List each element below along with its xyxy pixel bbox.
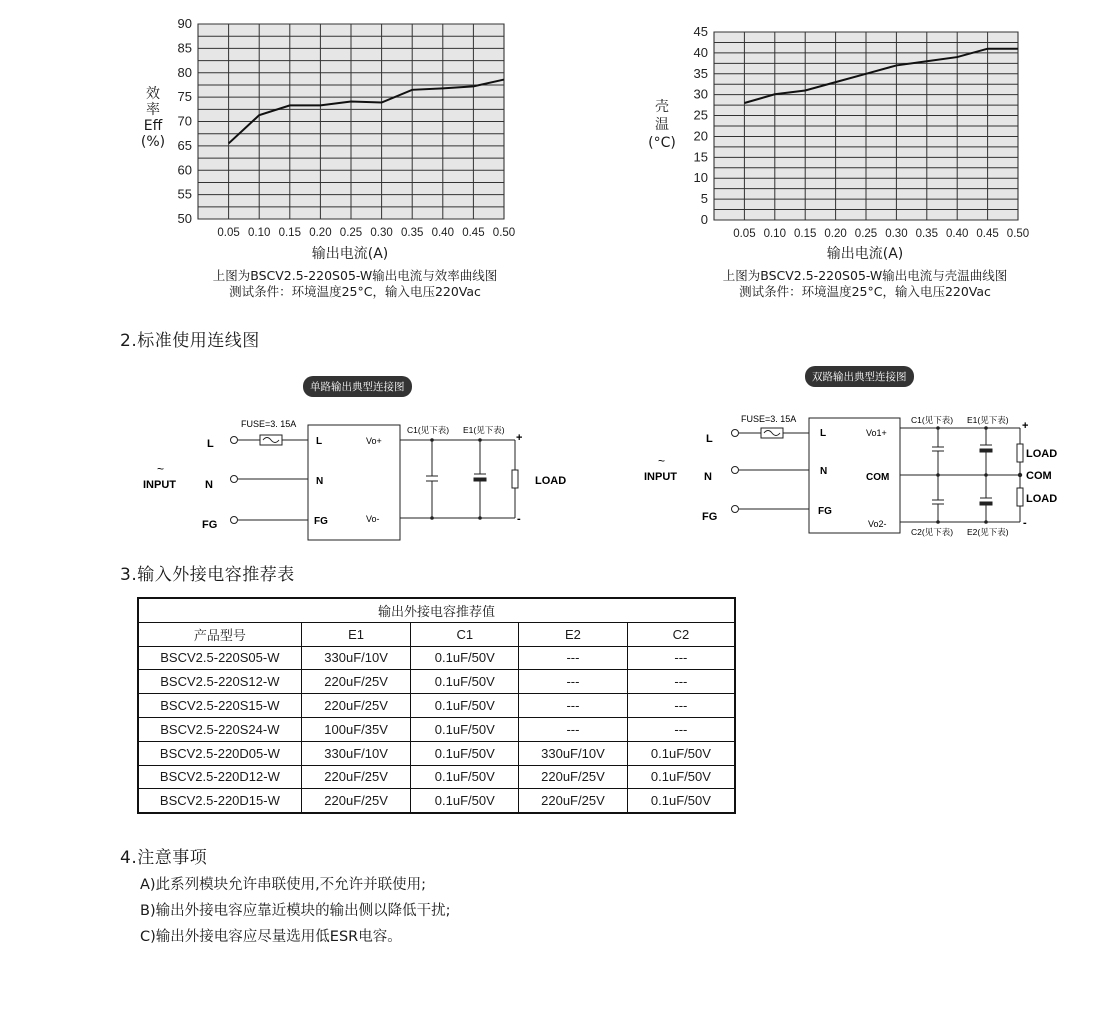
table-cell: 0.1uF/50V [411,741,519,765]
section-2-title: 2.标准使用连线图 [120,331,260,351]
y-tick-label: 40 [693,44,708,60]
efficiency-caption [180,268,530,300]
x-tick-label: 0.25 [339,227,363,239]
table-row [138,765,735,789]
y-tick-label: 80 [177,64,192,80]
x-tick-label: 0.10 [248,227,271,239]
y-tick-label: 70 [177,113,192,129]
module-pin-n: N [820,466,828,477]
y-tick-label: 5 [700,191,708,207]
y-tick-label: 50 [177,211,192,226]
terminal-fg [231,517,238,524]
module-pin-n: N [316,476,324,487]
single-output-badge: 单路输出典型连接图 [303,376,412,397]
table-cell: --- [627,646,735,670]
x-tick-label: 0.35 [915,228,938,240]
table-row [138,717,735,741]
output-plus: + [1022,420,1029,432]
table-cell: BSCV2.5-220D12-W [138,765,301,789]
table-cell: 100uF/35V [301,717,411,741]
table-cell: 0.1uF/50V [411,765,519,789]
eff-ylabel-line: (%) [140,134,166,150]
load-resistor [512,470,518,488]
efficiency-x-label: 输出电流(A) [311,246,389,262]
temperature-chart [680,14,1040,264]
y-tick-label: 60 [177,162,192,178]
table-header: E1 [301,622,411,646]
com-label: COM [1026,470,1052,482]
x-tick-label: 0.40 [431,227,454,239]
table-cell: BSCV2.5-220S05-W [138,646,301,670]
table-cell: 0.1uF/50V [627,765,735,789]
y-tick-label: 35 [693,65,708,81]
caption-line: 上图为BSCV2.5-220S05-W输出电流与壳温曲线图 [722,268,1008,283]
table-cell: 0.1uF/50V [627,789,735,813]
efficiency-y-label [136,86,170,150]
caption-line: 测试条件：环境温度25°C，输入电压220Vac [229,284,481,299]
temperature-x-label: 输出电流(A) [826,246,904,262]
fuse-label: FUSE=3. 15A [241,419,297,429]
table-cell: 220uF/25V [301,670,411,694]
table-cell: 330uF/10V [301,741,411,765]
temperature-y-label [642,98,682,152]
c1-label: C1(见下表) [911,415,954,425]
output-plus: + [516,432,523,444]
table-title: 输出外接电容推荐值 [138,598,735,622]
table-cell: BSCV2.5-220S24-W [138,717,301,741]
single-output-wiring-diagram [130,410,590,545]
x-tick-label: 0.40 [946,228,969,240]
table-row [138,789,735,813]
table-cell: --- [519,646,628,670]
x-tick-label: 0.05 [217,227,240,239]
section-3-title: 3.输入外接电容推荐表 [120,565,295,585]
x-tick-label: 0.50 [492,227,516,239]
pin-label-fg: FG [202,519,218,531]
module-pin-l: L [820,428,827,439]
input-tilde: ~ [157,462,165,476]
table-cell: 0.1uF/50V [411,789,519,813]
y-tick-label: 30 [693,86,708,102]
caption-line: 测试条件：环境温度25°C，输入电压220Vac [739,284,991,299]
table-cell: 220uF/25V [301,694,411,718]
efficiency-chart-svg [130,14,530,264]
module-vo-plus: Vo+ [366,436,382,446]
terminal-n [732,467,739,474]
eff-ylabel-line: Eff [143,118,163,134]
capacitor-table [137,597,736,814]
pin-label-fg: FG [702,511,718,523]
note-item: C)输出外接电容应尽量选用低ESR电容。 [140,929,402,945]
table-cell: 330uF/10V [519,741,628,765]
terminal-n [231,476,238,483]
load-2-label: LOAD [1026,493,1058,505]
module-com: COM [866,472,890,483]
table-row [138,694,735,718]
y-tick-label: 55 [177,186,192,202]
y-tick-label: 10 [693,170,708,186]
table-cell: 330uF/10V [301,646,411,670]
x-tick-label: 0.20 [309,227,332,239]
eff-ylabel-line: 效 [146,86,160,102]
x-tick-label: 0.10 [763,228,786,240]
x-tick-label: 0.20 [824,228,847,240]
c2-label: C2(见下表) [911,527,954,537]
y-tick-label: 15 [693,149,708,165]
x-tick-label: 0.05 [733,228,756,240]
e2-label: E2(见下表) [967,527,1009,537]
table-cell: --- [519,670,628,694]
y-tick-label: 45 [693,24,708,39]
module-pin-fg: FG [314,516,328,527]
table-cell: 220uF/25V [301,765,411,789]
dual-output-badge: 双路输出典型连接图 [805,366,914,387]
input-label: INPUT [143,479,176,491]
e1-label: E1(见下表) [463,425,505,435]
pin-label-n: N [704,471,712,483]
c1-label: C1(见下表) [407,425,450,435]
terminal-l [732,430,739,437]
pin-label-l: L [207,438,214,450]
x-tick-label: 0.30 [885,228,908,240]
table-cell: 0.1uF/50V [411,646,519,670]
terminal-fg [732,506,739,513]
y-tick-label: 65 [177,137,192,153]
output-minus: - [517,513,521,525]
table-cell: --- [627,670,735,694]
terminal-l [231,437,238,444]
x-tick-label: 0.35 [401,227,424,239]
table-cell: 0.1uF/50V [411,717,519,741]
table-header: C1 [411,622,519,646]
load-resistor-1 [1017,444,1023,462]
x-tick-label: 0.30 [370,227,393,239]
temperature-chart-svg [680,14,1040,264]
table-cell: BSCV2.5-220S12-W [138,670,301,694]
temperature-caption [690,268,1040,300]
y-tick-label: 0 [700,212,708,227]
table-cell: 0.1uF/50V [411,670,519,694]
module-vo1: Vo1+ [866,428,887,438]
load-resistor-2 [1017,488,1023,506]
note-item: B)输出外接电容应靠近模块的输出侧以降低干扰; [140,903,451,919]
y-tick-label: 85 [177,40,192,56]
x-tick-label: 0.15 [794,228,817,240]
y-tick-label: 25 [693,107,708,123]
table-header: E2 [519,622,628,646]
note-item: A)此系列模块允许串联使用,不允许并联使用; [140,877,427,893]
load-1-label: LOAD [1026,448,1058,460]
table-row [138,741,735,765]
table-cell: --- [627,694,735,718]
table-header-row [138,622,735,646]
fuse-label: FUSE=3. 15A [741,414,797,424]
table-cell: BSCV2.5-220D05-W [138,741,301,765]
notes-list [140,872,451,950]
table-header: 产品型号 [138,622,301,646]
y-tick-label: 90 [177,16,192,31]
module-vo-minus: Vo- [366,514,380,524]
y-tick-label: 75 [177,89,192,105]
x-tick-label: 0.25 [854,228,878,240]
module-pin-fg: FG [818,506,832,517]
table-cell: --- [627,717,735,741]
y-tick-label: 20 [693,128,708,144]
e1-label: E1(见下表) [967,415,1009,425]
temp-ylabel-line: 温 [655,117,669,133]
x-tick-label: 0.45 [462,227,485,239]
table-header: C2 [627,622,735,646]
x-tick-label: 0.50 [1006,228,1030,240]
table-cell: --- [519,717,628,741]
table-cell: 220uF/25V [301,789,411,813]
input-tilde: ~ [658,454,666,468]
x-tick-label: 0.15 [278,227,301,239]
table-row [138,670,735,694]
table-cell: BSCV2.5-220D15-W [138,789,301,813]
output-minus: - [1023,517,1027,529]
table-cell: 220uF/25V [519,789,628,813]
dual-output-wiring-diagram [640,408,1070,543]
table-cell: --- [519,694,628,718]
table-cell: 0.1uF/50V [627,741,735,765]
module-pin-l: L [316,436,323,447]
pin-label-l: L [706,433,713,445]
caption-line: 上图为BSCV2.5-220S05-W输出电流与效率曲线图 [212,268,498,283]
module-vo2: Vo2- [868,519,887,529]
table-cell: 220uF/25V [519,765,628,789]
section-4-title: 4.注意事项 [120,848,208,868]
pin-label-n: N [205,479,213,491]
table-cell: 0.1uF/50V [411,694,519,718]
table-cell: BSCV2.5-220S15-W [138,694,301,718]
temp-ylabel-line: 壳 [655,99,669,115]
input-label: INPUT [644,471,677,483]
temp-ylabel-line: (°C) [648,135,676,151]
load-label: LOAD [535,475,567,487]
x-tick-label: 0.45 [976,228,999,240]
eff-ylabel-line: 率 [146,102,160,118]
table-row [138,646,735,670]
efficiency-chart [130,14,530,264]
